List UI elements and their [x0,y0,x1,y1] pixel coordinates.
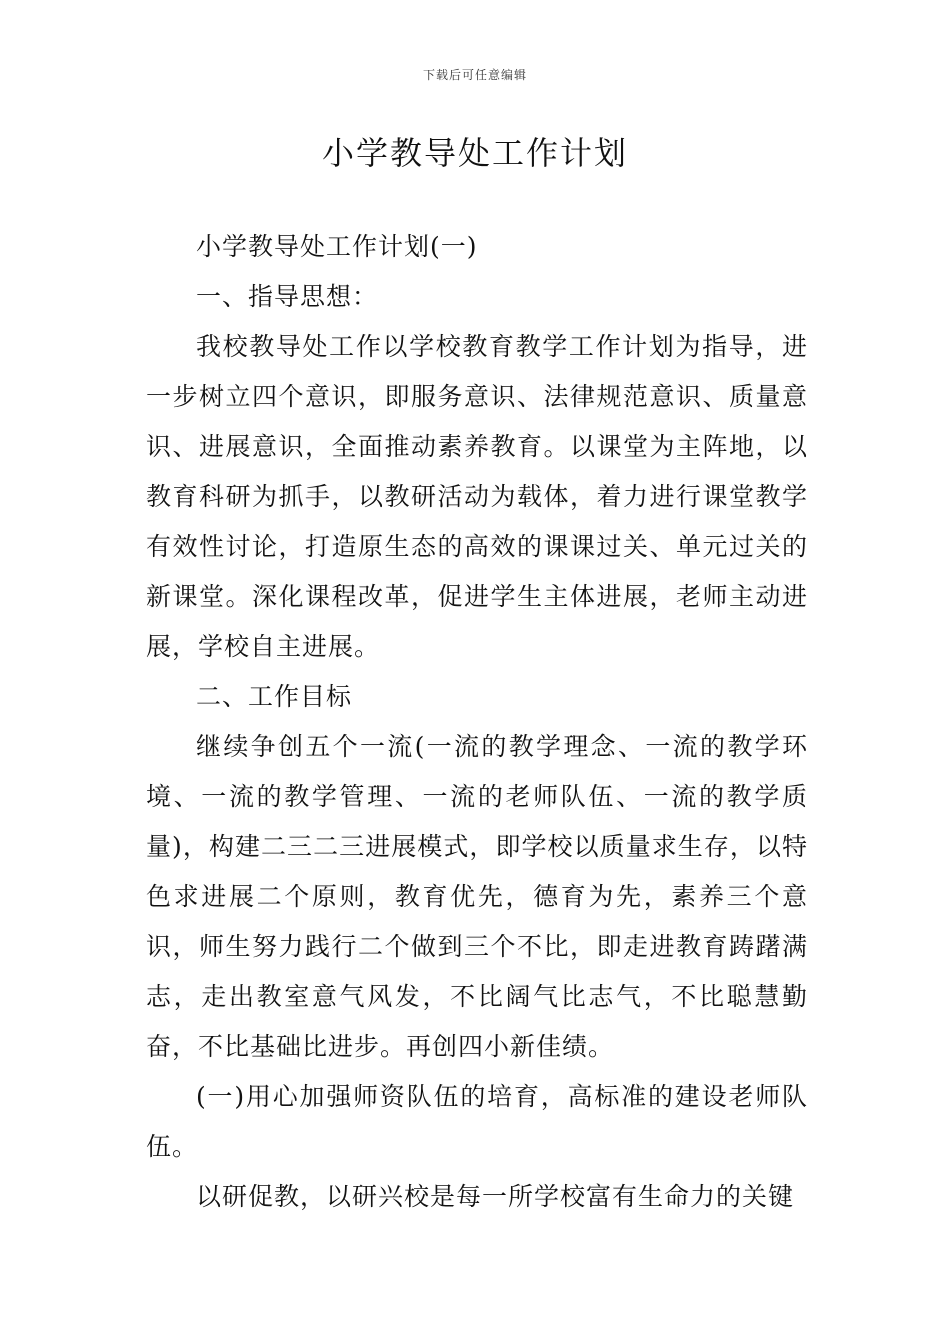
section-heading-guiding-thought: 一、指导思想： [196,282,379,311]
body-paragraph: 我校教导处工作以学校教育教学工作计划为指导，进一步树立四个意识，即服务意识、法律规范意识、质量意识、进展意识，全面推动素养教育。以课堂为主阵地，以教育科研为抓手，以教研活动为载体，着力进行课堂教学有效性讨论，打造原生态的高效的课课过关、单元过关的新课堂。深化课程改革，促进学生主体进展，老师主动进展，学校自主进展。 [146,332,808,661]
subtitle-paragraph: 小学教导处工作计划(一) [196,232,478,261]
subsection-heading: (一)用心加强师资队伍的培育，高标准的建设老师队伍。 [146,1082,808,1161]
body-paragraph: 继续争创五个一流(一流的教学理念、一流的教学环境、一流的教学管理、一流的老师队伍、一流的教学质量)，构建二三二三进展模式，即学校以质量求生存，以特色求进展二个原则，教育优先，德育为先，素养三个意识，师生努力践行二个做到三个不比，即走进教育踌躇满志，走出教室意气风发，不比阔气比志气，不比聪慧勤奋，不比基础比进步。再创四小新佳绩。 [146,732,808,1061]
document-title: 小学教导处工作计划 [321,134,628,172]
document-body [146,222,808,1222]
body-paragraph: 以研促教，以研兴校是每一所学校富有生命力的关键 [196,1182,795,1211]
section-heading-work-goals: 二、工作目标 [196,682,353,711]
header-note: 下载后可任意编辑 [422,68,527,82]
